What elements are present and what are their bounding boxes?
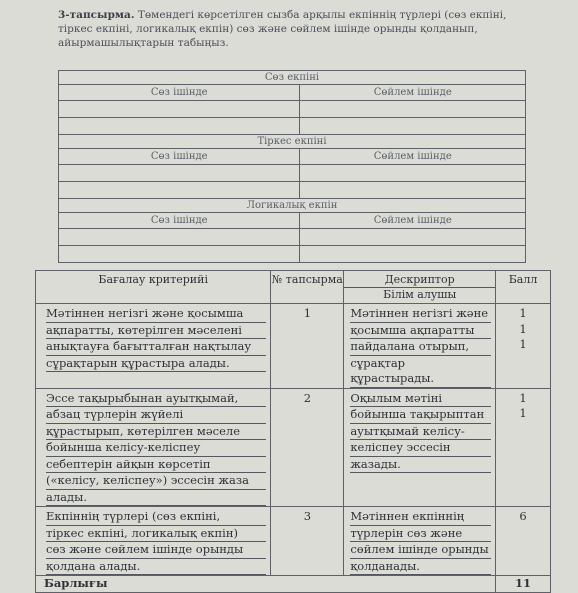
descriptor-line: келіспеу эссесін (350, 440, 491, 457)
criterion-line: анықтауға бағытталған нақтылау (46, 339, 266, 356)
descriptor-line: сұрақтар құрастырады. (350, 356, 491, 388)
points-value: 1 (519, 306, 527, 320)
descriptor-line: Оқылым мәтіні (350, 391, 491, 408)
in-word-header: Сөз ішінде (59, 213, 300, 229)
descriptor-line: ауытқымай келісу- (350, 424, 491, 441)
answer-row (59, 118, 526, 135)
criterion-line: себептерін айқын көрсетіп (46, 457, 266, 474)
answer-cell[interactable] (300, 246, 526, 263)
answer-row (59, 165, 526, 182)
answer-row (59, 182, 526, 199)
section-title: Тіркес екпіні (59, 135, 526, 149)
answer-row (59, 229, 526, 246)
answer-cell[interactable] (300, 165, 526, 182)
criterion-cell (36, 507, 271, 576)
section-title: Сөз екпіні (59, 71, 526, 85)
header-task-no: № тапсырма (271, 271, 344, 304)
criterion-line: ақпаратты, көтерілген мәселені (46, 323, 266, 340)
section-header-row (59, 149, 526, 165)
answer-cell[interactable] (59, 229, 300, 246)
points-cell (496, 388, 551, 507)
criterion-line: тіркес екпіні, логикалық екпін) (46, 526, 266, 543)
assessment-criteria-table (35, 270, 551, 593)
header-descriptor-sub: Білім алушы (383, 288, 457, 301)
section-title-row (59, 199, 526, 213)
criteria-header-row (36, 271, 551, 304)
descriptor-cell (344, 388, 496, 507)
answer-cell[interactable] (300, 182, 526, 199)
points-value: 1 (519, 337, 527, 351)
descriptor-line: түрлерін сөз және (350, 526, 491, 543)
total-value: 11 (496, 576, 551, 593)
header-descriptor-title: Дескриптор (344, 273, 495, 288)
answer-row (59, 246, 526, 263)
header-criterion: Бағалау критерийі (36, 271, 271, 304)
criteria-row (36, 507, 551, 576)
section-title-row (59, 71, 526, 85)
answer-cell[interactable] (59, 118, 300, 135)
points-cell (496, 304, 551, 389)
descriptor-line: жазады. (350, 457, 491, 474)
answer-cell[interactable] (300, 118, 526, 135)
answer-cell[interactable] (300, 229, 526, 246)
points-cell (496, 507, 551, 576)
descriptor-line: қосымша ақпаратты (350, 323, 491, 340)
descriptor-line: қолданады. (350, 559, 491, 576)
task-instruction (58, 8, 528, 50)
in-sentence-header: Сөйлем ішінде (300, 213, 526, 229)
answer-cell[interactable] (59, 101, 300, 118)
criterion-line: қолдана алады. (46, 559, 266, 576)
criterion-line: құрастырып, көтерілген мәселе (46, 424, 266, 441)
criteria-row (36, 388, 551, 507)
criterion-line: Мәтіннен негізгі және қосымша (46, 306, 266, 323)
answer-row (59, 101, 526, 118)
criterion-line: бойынша келісу-келіспеу (46, 440, 266, 457)
in-sentence-header: Сөйлем ішінде (300, 85, 526, 101)
header-points: Балл (496, 271, 551, 304)
points-value: 1 (519, 390, 527, 405)
criterion-line: Екпіннің түрлері (сөз екпіні, (46, 509, 266, 526)
descriptor-line: сөйлем ішінде орынды (350, 542, 491, 559)
task-number-cell: 1 (271, 304, 344, 389)
in-word-header: Сөз ішінде (59, 149, 300, 165)
header-descriptor (344, 271, 496, 304)
task-label: 3-тапсырма. (58, 9, 135, 21)
criterion-line: сұрақтарын құрастыра алады. (46, 356, 266, 373)
stress-types-table (58, 70, 526, 263)
answer-cell[interactable] (59, 165, 300, 182)
answer-cell[interactable] (300, 101, 526, 118)
criterion-line: сөз және сөйлем ішінде орынды (46, 542, 266, 559)
answer-cell[interactable] (59, 182, 300, 199)
answer-cell[interactable] (59, 246, 300, 263)
criterion-line: Эссе тақырыбынан ауытқымай, (46, 391, 266, 408)
in-sentence-header: Сөйлем ішінде (300, 149, 526, 165)
points-value: 6 (519, 509, 527, 523)
section-title: Логикалық екпін (59, 199, 526, 213)
total-label: Барлығы (36, 576, 496, 593)
section-header-row (59, 85, 526, 101)
section-header-row (59, 213, 526, 229)
descriptor-line: бойынша тақырыптан (350, 407, 491, 424)
descriptor-cell (344, 304, 496, 389)
criterion-line: («келісу, келіспеу») эссесін жаза (46, 473, 266, 490)
descriptor-line: Мәтіннен екпіннің (350, 509, 491, 526)
criterion-cell (36, 388, 271, 507)
criterion-line: алады. (46, 490, 266, 507)
section-title-row (59, 135, 526, 149)
in-word-header: Сөз ішінде (59, 85, 300, 101)
descriptor-line: пайдалана отырып, (350, 339, 491, 356)
task-number-cell: 2 (271, 388, 344, 507)
task-number-cell: 3 (271, 507, 344, 576)
total-row (36, 576, 551, 593)
descriptor-cell (344, 507, 496, 576)
points-value: 1 (519, 321, 527, 336)
task-text: Төмендегі көрсетілген сызба арқылы екпіннің түрлері (сөз екпіні, тіркес екпіні, логикалық екпін) сөз және сөйлем ішінде орынды қолданып, айырмашылықтарын табыңыз. (58, 9, 507, 49)
criterion-cell (36, 304, 271, 389)
points-value: 1 (519, 406, 527, 420)
descriptor-line: Мәтіннен негізгі және (350, 306, 491, 323)
criterion-line: абзац түрлерін жүйелі (46, 407, 266, 424)
criteria-row (36, 304, 551, 389)
